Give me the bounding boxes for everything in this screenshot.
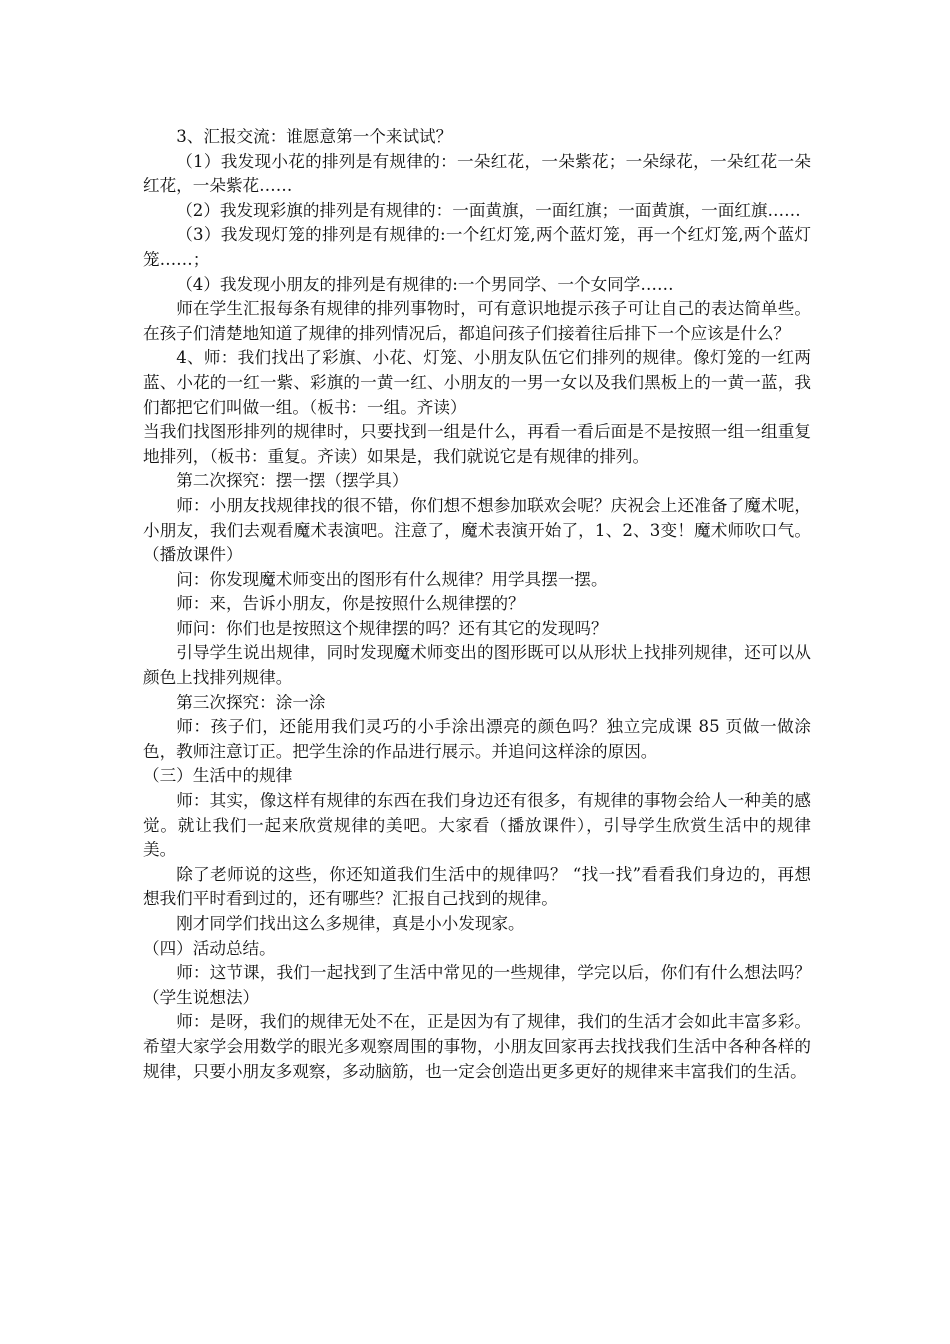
paragraph: 当我们找图形排列的规律时，只要找到一组是什么，再看一看后面是不是按照一组一组重复地排列，（板书：重复。齐读）如果是，我们就说它是有规律的排列。 [143,422,811,466]
section-heading: （三）生活中的规律 [143,766,293,786]
paragraph: （3）我发现灯笼的排列是有规律的:一个红灯笼,两个蓝灯笼，再一个红灯笼,两个蓝灯笼……； [143,225,811,269]
paragraph: 3、汇报交流：谁愿意第一个来试试？ [176,127,453,146]
section-heading: 第三次探究：涂一涂 [176,692,326,712]
paragraph: 师：孩子们，还能用我们灵巧的小手涂出漂亮的颜色吗？独立完成课 85 页做一做涂色，教师注意订正。把学生涂的作品进行展示。并追问这样涂的原因。 [143,717,811,761]
paragraph: （4）我发现小朋友的排列是有规律的:一个男同学、一个女同学…… [176,274,674,294]
paragraph: （2）我发现彩旗的排列是有规律的：一面黄旗，一面红旗；一面黄旗，一面红旗…… [176,200,801,220]
paragraph: 除了老师说的这些，你还知道我们生活中的规律吗？ “找一找”看看我们身边的，再想想我们平时看到过的，还有哪些？汇报自己找到的规律。 [143,864,811,909]
document-page [143,125,811,1084]
paragraph: 师：小朋友找规律找的很不错，你们想不想参加联欢会呢？庆祝会上还准备了魔术呢，小朋友，我们去观看魔术表演吧。注意了，魔术表演开始了，1、2、3变！魔术师吹口气。（播放课件） [143,495,811,565]
paragraph: 引导学生说出规律，同时发现魔术师变出的图形既可以从形状上找排列规律，还可以从颜色上找排列规律。 [143,643,811,688]
paragraph: 4、师：我们找出了彩旗、小花、灯笼、小朋友队伍它们排列的规律。像灯笼的一红两蓝、小花的一红一紫、彩旗的一黄一红、小朋友的一男一女以及我们黑板上的一黄一蓝，我们都把它们叫做一组。（板书：一组。齐读） [143,348,811,417]
paragraph: （1）我发现小花的排列是有规律的：一朵红花，一朵紫花；一朵绿花，一朵红花一朵红花，一朵紫花…… [143,151,811,196]
paragraph: 师：是呀，我们的规律无处不在，正是因为有了规律，我们的生活才会如此丰富多彩。希望大家学会用数学的眼光多观察周围的事物，小朋友回家再去找找我们生活中各种各样的规律，只要小朋友多观察，多动脑筋，也一定会创造出更多更好的规律来丰富我们的生活。 [143,1012,811,1081]
paragraph: 刚才同学们找出这么多规律，真是小小发现家。 [176,914,525,933]
paragraph: 师在学生汇报每条有规律的排列事物时，可有意识地提示孩子可让自己的表达简单些。在孩子们清楚地知道了规律的排列情况后，都追问孩子们接着往后排下一个应该是什么？ [143,299,811,343]
paragraph: 师：其实，像这样有规律的东西在我们身边还有很多，有规律的事物会给人一种美的感觉。就让我们一起来欣赏规律的美吧。大家看（播放课件），引导学生欣赏生活中的规律美。 [143,791,811,860]
paragraph: 师：这节课，我们一起找到了生活中常见的一些规律，学完以后，你们有什么想法吗？（学生说想法） [143,963,811,1007]
section-heading: （四）活动总结。 [143,938,276,958]
paragraph: 问：你发现魔术师变出的图形有什么规律？用学具摆一摆。 [176,569,608,589]
paragraph: 师问：你们也是按照这个规律摆的吗？还有其它的发现吗？ [176,618,608,638]
paragraph: 师：来，告诉小朋友，你是按照什么规律摆的？ [176,594,525,614]
section-heading: 第二次探究：摆一摆（摆学具） [176,471,409,491]
